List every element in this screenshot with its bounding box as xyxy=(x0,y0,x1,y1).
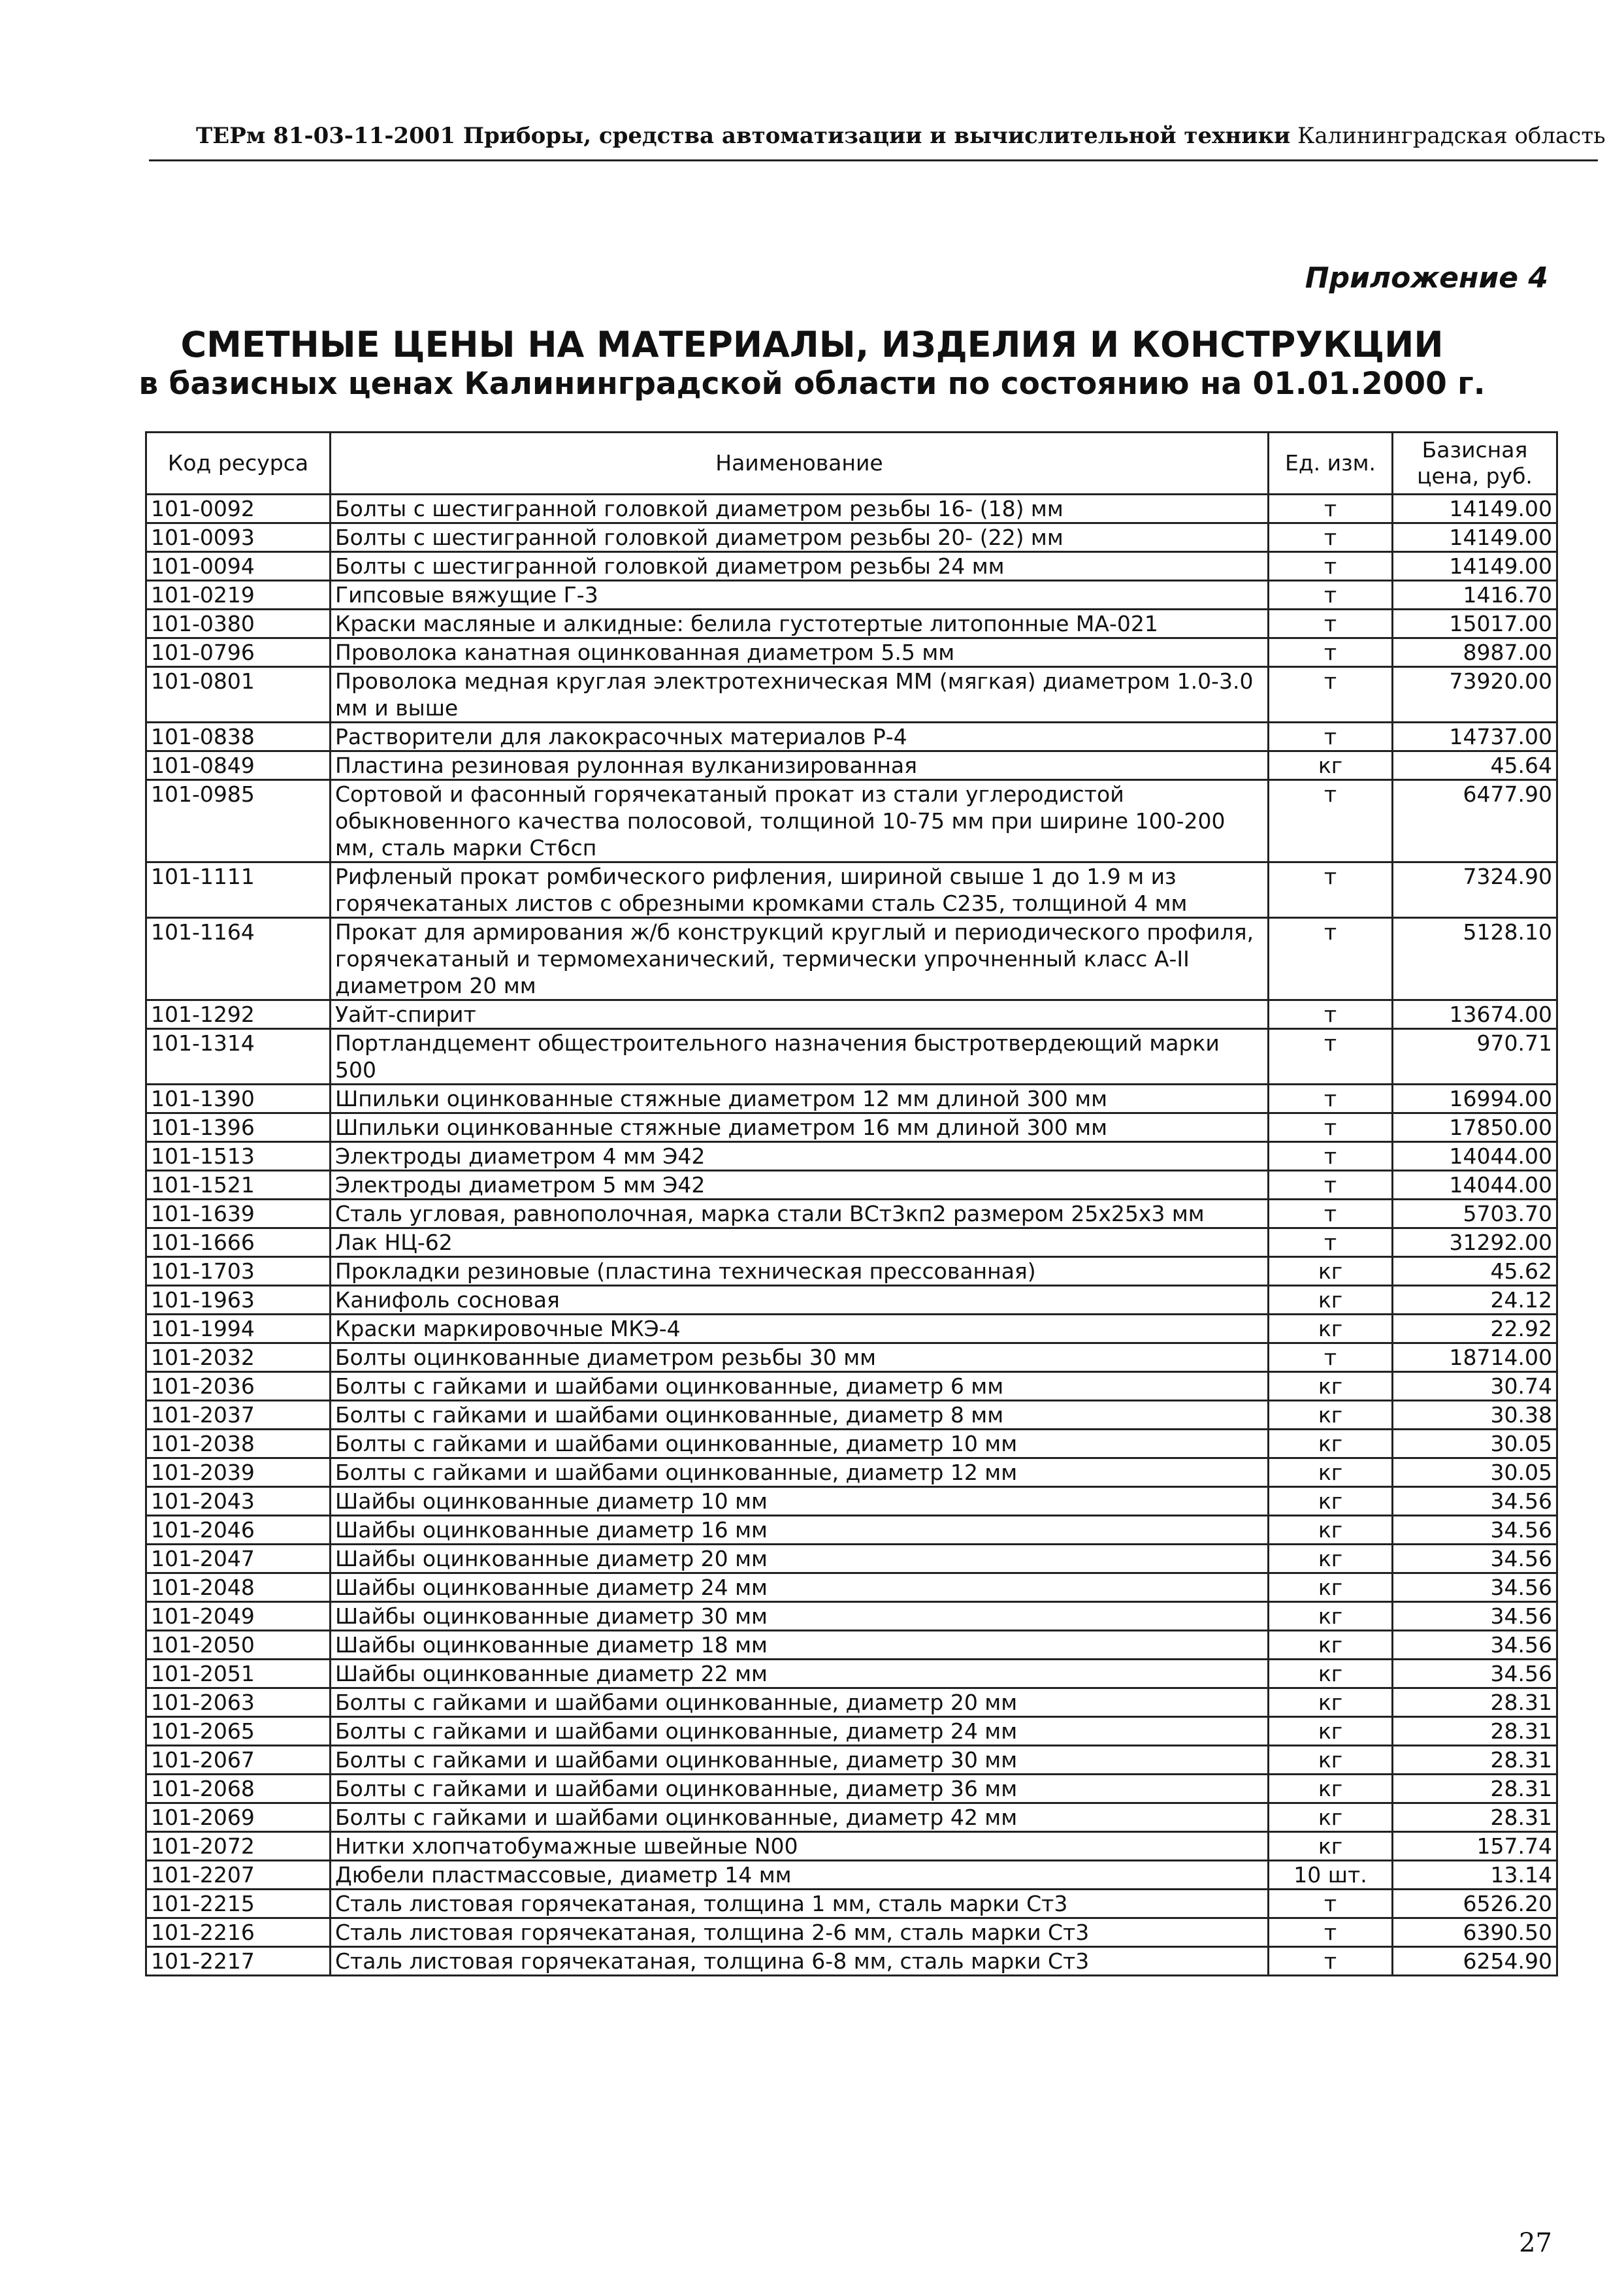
cell-code: 101-0849 xyxy=(146,751,331,780)
table-row xyxy=(146,1343,1557,1372)
cell-name: Болты оцинкованные диаметром резьбы 30 мм xyxy=(331,1343,1269,1372)
cell-price: 14044.00 xyxy=(1393,1142,1557,1171)
cell-name: Сталь угловая, равнополочная, марка стали ВСт3кп2 размером 25x25x3 мм xyxy=(331,1200,1269,1228)
table-row xyxy=(146,862,1557,918)
cell-name: Проволока медная круглая электротехническая ММ (мягкая) диаметром 1.0-3.0 мм и выше xyxy=(331,667,1269,723)
cell-unit: т xyxy=(1269,667,1393,723)
cell-price: 28.31 xyxy=(1393,1803,1557,1832)
cell-name: Шайбы оцинкованные диаметр 18 мм xyxy=(331,1631,1269,1660)
cell-code: 101-1666 xyxy=(146,1228,331,1257)
cell-unit: т xyxy=(1269,723,1393,751)
cell-price: 1416.70 xyxy=(1393,581,1557,610)
cell-code: 101-1390 xyxy=(146,1085,331,1113)
cell-price: 34.56 xyxy=(1393,1631,1557,1660)
table-row xyxy=(146,1746,1557,1775)
cell-price: 15017.00 xyxy=(1393,610,1557,638)
cell-price: 31292.00 xyxy=(1393,1228,1557,1257)
table-row xyxy=(146,1545,1557,1573)
table-row xyxy=(146,1200,1557,1228)
cell-unit: т xyxy=(1269,1918,1393,1947)
table-row xyxy=(146,918,1557,1000)
cell-price: 22.92 xyxy=(1393,1315,1557,1343)
cell-name: Гипсовые вяжущие Г-3 xyxy=(331,581,1269,610)
cell-unit: кг xyxy=(1269,1286,1393,1315)
cell-code: 101-2043 xyxy=(146,1487,331,1516)
cell-name: Лак НЦ-62 xyxy=(331,1228,1269,1257)
cell-code: 101-2215 xyxy=(146,1890,331,1918)
table-row xyxy=(146,1631,1557,1660)
cell-price: 14149.00 xyxy=(1393,523,1557,552)
cell-code: 101-2032 xyxy=(146,1343,331,1372)
cell-price: 45.62 xyxy=(1393,1257,1557,1286)
cell-code: 101-1994 xyxy=(146,1315,331,1343)
cell-unit: кг xyxy=(1269,751,1393,780)
table-row xyxy=(146,1401,1557,1430)
cell-price: 73920.00 xyxy=(1393,667,1557,723)
cell-unit: кг xyxy=(1269,1631,1393,1660)
cell-name: Болты с шестигранной головкой диаметром резьбы 20- (22) мм xyxy=(331,523,1269,552)
cell-price: 18714.00 xyxy=(1393,1343,1557,1372)
cell-code: 101-0093 xyxy=(146,523,331,552)
cell-code: 101-2047 xyxy=(146,1545,331,1573)
cell-code: 101-0801 xyxy=(146,667,331,723)
table-row xyxy=(146,1602,1557,1631)
cell-name: Болты с гайками и шайбами оцинкованные, диаметр 42 мм xyxy=(331,1803,1269,1832)
table-row xyxy=(146,1315,1557,1343)
cell-code: 101-0985 xyxy=(146,780,331,862)
column-header-price: Базисная цена, руб. xyxy=(1393,433,1557,495)
cell-price: 34.56 xyxy=(1393,1602,1557,1631)
cell-name: Электроды диаметром 4 мм Э42 xyxy=(331,1142,1269,1171)
cell-code: 101-1396 xyxy=(146,1113,331,1142)
table-row xyxy=(146,1918,1557,1947)
cell-code: 101-0796 xyxy=(146,638,331,667)
table-row xyxy=(146,638,1557,667)
cell-unit: т xyxy=(1269,1142,1393,1171)
cell-name: Шайбы оцинкованные диаметр 20 мм xyxy=(331,1545,1269,1573)
table-row xyxy=(146,1372,1557,1401)
cell-code: 101-1703 xyxy=(146,1257,331,1286)
table-row xyxy=(146,780,1557,862)
cell-price: 157.74 xyxy=(1393,1832,1557,1861)
table-row xyxy=(146,1085,1557,1113)
table-row xyxy=(146,1832,1557,1861)
cell-name: Растворители для лакокрасочных материалов Р-4 xyxy=(331,723,1269,751)
cell-price: 16994.00 xyxy=(1393,1085,1557,1113)
cell-name: Болты с гайками и шайбами оцинкованные, диаметр 10 мм xyxy=(331,1430,1269,1458)
cell-name: Шайбы оцинкованные диаметр 24 мм xyxy=(331,1573,1269,1602)
cell-price: 970.71 xyxy=(1393,1029,1557,1085)
column-header-code: Код ресурса xyxy=(146,433,331,495)
cell-price: 14149.00 xyxy=(1393,495,1557,523)
table-row xyxy=(146,1803,1557,1832)
cell-name: Портландцемент общестроительного назначения быстротвердеющий марки 500 xyxy=(331,1029,1269,1085)
cell-name: Болты с шестигранной головкой диаметром резьбы 24 мм xyxy=(331,552,1269,581)
table-body xyxy=(146,495,1557,1976)
cell-unit: т xyxy=(1269,862,1393,918)
cell-price: 6477.90 xyxy=(1393,780,1557,862)
table-row xyxy=(146,1890,1557,1918)
cell-code: 101-1292 xyxy=(146,1000,331,1029)
table-row xyxy=(146,667,1557,723)
cell-code: 101-2037 xyxy=(146,1401,331,1430)
cell-unit: кг xyxy=(1269,1315,1393,1343)
cell-code: 101-0380 xyxy=(146,610,331,638)
cell-unit: кг xyxy=(1269,1660,1393,1688)
cell-unit: кг xyxy=(1269,1257,1393,1286)
cell-code: 101-2038 xyxy=(146,1430,331,1458)
cell-unit: т xyxy=(1269,1171,1393,1200)
cell-code: 101-0838 xyxy=(146,723,331,751)
cell-code: 101-1639 xyxy=(146,1200,331,1228)
cell-price: 28.31 xyxy=(1393,1775,1557,1803)
cell-price: 14044.00 xyxy=(1393,1171,1557,1200)
cell-price: 17850.00 xyxy=(1393,1113,1557,1142)
table-row xyxy=(146,495,1557,523)
table-header-row xyxy=(146,433,1557,495)
cell-name: Шайбы оцинкованные диаметр 30 мм xyxy=(331,1602,1269,1631)
header-region: Калининградская область xyxy=(1297,123,1606,149)
cell-unit: т xyxy=(1269,1200,1393,1228)
cell-unit: кг xyxy=(1269,1401,1393,1430)
cell-code: 101-1521 xyxy=(146,1171,331,1200)
cell-code: 101-1963 xyxy=(146,1286,331,1315)
table-row xyxy=(146,1717,1557,1746)
table-row xyxy=(146,1113,1557,1142)
table-row xyxy=(146,1573,1557,1602)
cell-code: 101-2039 xyxy=(146,1458,331,1487)
cell-code: 101-2072 xyxy=(146,1832,331,1861)
cell-unit: кг xyxy=(1269,1832,1393,1861)
cell-name: Пластина резиновая рулонная вулканизированная xyxy=(331,751,1269,780)
table-row xyxy=(146,1286,1557,1315)
cell-code: 101-2216 xyxy=(146,1918,331,1947)
header-doc-code: ТЕРм 81-03-11-2001 Приборы, средства автоматизации и вычислительной техники xyxy=(196,123,1291,149)
cell-price: 6526.20 xyxy=(1393,1890,1557,1918)
cell-price: 34.56 xyxy=(1393,1573,1557,1602)
cell-name: Болты с гайками и шайбами оцинкованные, диаметр 20 мм xyxy=(331,1688,1269,1717)
cell-unit: кг xyxy=(1269,1573,1393,1602)
cell-price: 30.05 xyxy=(1393,1458,1557,1487)
cell-code: 101-2063 xyxy=(146,1688,331,1717)
cell-unit: кг xyxy=(1269,1430,1393,1458)
table-row xyxy=(146,1487,1557,1516)
cell-name: Шайбы оцинкованные диаметр 10 мм xyxy=(331,1487,1269,1516)
cell-code: 101-1513 xyxy=(146,1142,331,1171)
cell-unit: кг xyxy=(1269,1545,1393,1573)
cell-code: 101-1111 xyxy=(146,862,331,918)
cell-name: Болты с гайками и шайбами оцинкованные, диаметр 6 мм xyxy=(331,1372,1269,1401)
cell-price: 34.56 xyxy=(1393,1516,1557,1545)
cell-price: 34.56 xyxy=(1393,1545,1557,1573)
cell-name: Болты с гайками и шайбами оцинкованные, диаметр 30 мм xyxy=(331,1746,1269,1775)
cell-unit: кг xyxy=(1269,1688,1393,1717)
cell-name: Сортовой и фасонный горячекатаный прокат из стали углеродистой обыкновенного качества полосовой, толщиной 10-75 мм при ширине 100-200 мм, сталь марки Ст6сп xyxy=(331,780,1269,862)
cell-name: Рифленый прокат ромбического рифления, шириной свыше 1 до 1.9 м из горячекатаных листов с обрезными кромками сталь С235, толщиной 4 мм xyxy=(331,862,1269,918)
table-row xyxy=(146,1688,1557,1717)
cell-unit: т xyxy=(1269,1000,1393,1029)
cell-code: 101-2069 xyxy=(146,1803,331,1832)
cell-code: 101-0094 xyxy=(146,552,331,581)
cell-unit: кг xyxy=(1269,1516,1393,1545)
cell-price: 5128.10 xyxy=(1393,918,1557,1000)
cell-name: Прокладки резиновые (пластина техническая прессованная) xyxy=(331,1257,1269,1286)
cell-name: Электроды диаметром 5 мм Э42 xyxy=(331,1171,1269,1200)
table-row xyxy=(146,1947,1557,1976)
cell-price: 5703.70 xyxy=(1393,1200,1557,1228)
cell-unit: т xyxy=(1269,1228,1393,1257)
table-row xyxy=(146,1430,1557,1458)
cell-code: 101-2207 xyxy=(146,1861,331,1890)
cell-name: Краски масляные и алкидные: белила густотертые литопонные МА-021 xyxy=(331,610,1269,638)
cell-price: 30.38 xyxy=(1393,1401,1557,1430)
cell-price: 34.56 xyxy=(1393,1660,1557,1688)
cell-name: Краски маркировочные МКЭ-4 xyxy=(331,1315,1269,1343)
cell-unit: т xyxy=(1269,610,1393,638)
cell-code: 101-0219 xyxy=(146,581,331,610)
cell-name: Нитки хлопчатобумажные швейные N00 xyxy=(331,1832,1269,1861)
cell-code: 101-2046 xyxy=(146,1516,331,1545)
cell-name: Прокат для армирования ж/б конструкций круглый и периодического профиля, горячекатаный и термомеханический, термически упрочненный класс А-II диаметром 20 мм xyxy=(331,918,1269,1000)
cell-name: Дюбели пластмассовые, диаметр 14 мм xyxy=(331,1861,1269,1890)
cell-price: 30.74 xyxy=(1393,1372,1557,1401)
cell-price: 24.12 xyxy=(1393,1286,1557,1315)
cell-unit: т xyxy=(1269,638,1393,667)
page-number: 27 xyxy=(1519,2228,1552,2258)
document-title: СМЕТНЫЕ ЦЕНЫ НА МАТЕРИАЛЫ, ИЗДЕЛИЯ И КОНСТРУКЦИИ xyxy=(180,324,1444,365)
cell-price: 28.31 xyxy=(1393,1717,1557,1746)
table-row xyxy=(146,1775,1557,1803)
cell-code: 101-1164 xyxy=(146,918,331,1000)
column-header-unit: Ед. изм. xyxy=(1269,433,1393,495)
cell-name: Болты с гайками и шайбами оцинкованные, диаметр 12 мм xyxy=(331,1458,1269,1487)
table-row xyxy=(146,552,1557,581)
cell-price: 14737.00 xyxy=(1393,723,1557,751)
cell-unit: кг xyxy=(1269,1746,1393,1775)
cell-name: Шпильки оцинкованные стяжные диаметром 16 мм длиной 300 мм xyxy=(331,1113,1269,1142)
cell-unit: кг xyxy=(1269,1717,1393,1746)
cell-unit: кг xyxy=(1269,1775,1393,1803)
appendix-label: Приложение 4 xyxy=(1305,261,1548,295)
cell-unit: кг xyxy=(1269,1803,1393,1832)
cell-code: 101-2049 xyxy=(146,1602,331,1631)
cell-unit: т xyxy=(1269,1113,1393,1142)
table-row xyxy=(146,1029,1557,1085)
column-header-name: Наименование xyxy=(331,433,1269,495)
cell-price: 7324.90 xyxy=(1393,862,1557,918)
cell-unit: кг xyxy=(1269,1487,1393,1516)
cell-code: 101-2217 xyxy=(146,1947,331,1976)
cell-unit: т xyxy=(1269,1343,1393,1372)
cell-code: 101-2036 xyxy=(146,1372,331,1401)
cell-name: Болты с гайками и шайбами оцинкованные, диаметр 36 мм xyxy=(331,1775,1269,1803)
cell-code: 101-2048 xyxy=(146,1573,331,1602)
cell-code: 101-2065 xyxy=(146,1717,331,1746)
cell-name: Уайт-спирит xyxy=(331,1000,1269,1029)
table-row xyxy=(146,581,1557,610)
cell-price: 30.05 xyxy=(1393,1430,1557,1458)
table-row xyxy=(146,1861,1557,1890)
table-row xyxy=(146,610,1557,638)
cell-name: Сталь листовая горячекатаная, толщина 2-6 мм, сталь марки Ст3 xyxy=(331,1918,1269,1947)
cell-unit: т xyxy=(1269,1890,1393,1918)
cell-name: Сталь листовая горячекатаная, толщина 6-8 мм, сталь марки Ст3 xyxy=(331,1947,1269,1976)
cell-name: Болты с гайками и шайбами оцинкованные, диаметр 24 мм xyxy=(331,1717,1269,1746)
cell-unit: т xyxy=(1269,552,1393,581)
cell-price: 13.14 xyxy=(1393,1861,1557,1890)
document-subtitle: в базисных ценах Калининградской области по состоянию на 01.01.2000 г. xyxy=(138,366,1486,402)
table-row xyxy=(146,1171,1557,1200)
price-table xyxy=(145,431,1558,1976)
table-row xyxy=(146,1257,1557,1286)
cell-unit: 10 шт. xyxy=(1269,1861,1393,1890)
cell-unit: т xyxy=(1269,780,1393,862)
cell-name: Болты с гайками и шайбами оцинкованные, диаметр 8 мм xyxy=(331,1401,1269,1430)
cell-unit: кг xyxy=(1269,1458,1393,1487)
cell-unit: кг xyxy=(1269,1372,1393,1401)
cell-unit: кг xyxy=(1269,1602,1393,1631)
cell-code: 101-2067 xyxy=(146,1746,331,1775)
table-row xyxy=(146,723,1557,751)
cell-price: 28.31 xyxy=(1393,1746,1557,1775)
cell-price: 8987.00 xyxy=(1393,638,1557,667)
cell-name: Шпильки оцинкованные стяжные диаметром 12 мм длиной 300 мм xyxy=(331,1085,1269,1113)
cell-price: 34.56 xyxy=(1393,1487,1557,1516)
cell-code: 101-1314 xyxy=(146,1029,331,1085)
cell-name: Проволока канатная оцинкованная диаметром 5.5 мм xyxy=(331,638,1269,667)
cell-name: Шайбы оцинкованные диаметр 16 мм xyxy=(331,1516,1269,1545)
cell-name: Канифоль сосновая xyxy=(331,1286,1269,1315)
cell-code: 101-2050 xyxy=(146,1631,331,1660)
cell-unit: т xyxy=(1269,495,1393,523)
cell-name: Болты с шестигранной головкой диаметром резьбы 16- (18) мм xyxy=(331,495,1269,523)
table-row xyxy=(146,1516,1557,1545)
cell-unit: т xyxy=(1269,581,1393,610)
cell-code: 101-2068 xyxy=(146,1775,331,1803)
cell-unit: т xyxy=(1269,1085,1393,1113)
table-row xyxy=(146,523,1557,552)
header-rule xyxy=(149,159,1598,161)
cell-name: Сталь листовая горячекатаная, толщина 1 мм, сталь марки Ст3 xyxy=(331,1890,1269,1918)
table-row xyxy=(146,1142,1557,1171)
cell-price: 13674.00 xyxy=(1393,1000,1557,1029)
cell-name: Шайбы оцинкованные диаметр 22 мм xyxy=(331,1660,1269,1688)
cell-price: 6390.50 xyxy=(1393,1918,1557,1947)
cell-unit: т xyxy=(1269,523,1393,552)
table-row xyxy=(146,1660,1557,1688)
cell-price: 14149.00 xyxy=(1393,552,1557,581)
table-row xyxy=(146,1000,1557,1029)
table-row xyxy=(146,751,1557,780)
table-row xyxy=(146,1228,1557,1257)
cell-code: 101-0092 xyxy=(146,495,331,523)
cell-unit: т xyxy=(1269,918,1393,1000)
cell-price: 6254.90 xyxy=(1393,1947,1557,1976)
table-row xyxy=(146,1458,1557,1487)
cell-price: 28.31 xyxy=(1393,1688,1557,1717)
running-header xyxy=(196,123,1606,149)
cell-code: 101-2051 xyxy=(146,1660,331,1688)
cell-unit: т xyxy=(1269,1947,1393,1976)
cell-unit: т xyxy=(1269,1029,1393,1085)
cell-price: 45.64 xyxy=(1393,751,1557,780)
